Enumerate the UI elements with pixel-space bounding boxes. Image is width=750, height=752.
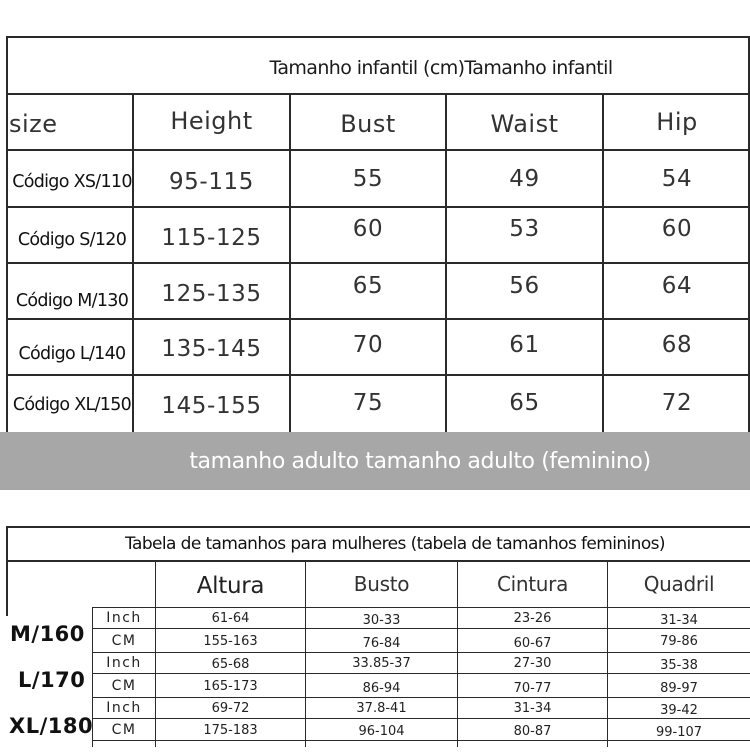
table-cell: 33.85-37 xyxy=(352,655,411,671)
table-cell: 39-42 xyxy=(660,702,698,718)
table-cell: 54 xyxy=(661,166,693,192)
table-cell: 96-104 xyxy=(358,723,405,739)
unit-label: CM xyxy=(111,722,137,738)
table-cell: 80-87 xyxy=(513,723,552,739)
table-cell: 76-84 xyxy=(362,635,401,651)
table-cell: 53 xyxy=(509,216,540,242)
table-cell: 70-77 xyxy=(513,680,552,696)
table-cell: 60-67 xyxy=(513,635,552,651)
table-cell: 72 xyxy=(661,390,693,416)
table-cell: 135-145 xyxy=(161,336,262,362)
header-bust: Bust xyxy=(340,109,396,138)
table-cell: 60 xyxy=(352,216,384,242)
adult-table-title: Tabela de tamanhos para mulheres (tabela de tamanhos femininos) xyxy=(125,534,665,554)
table-cell: 37.8-41 xyxy=(356,700,407,716)
header-altura: Altura xyxy=(196,573,265,599)
header-cintura: Cintura xyxy=(496,572,569,596)
size-code: Código XS/110 xyxy=(12,172,132,192)
table-cell: 145-155 xyxy=(161,393,262,419)
table-cell: 64 xyxy=(661,273,693,299)
table-cell: 89-97 xyxy=(660,680,698,696)
adult-size-table xyxy=(0,490,750,752)
table-cell: 68 xyxy=(661,332,693,358)
table-cell: 115-125 xyxy=(161,225,262,251)
kids-table-title: Tamanho infantil (cm)Tamanho infantil xyxy=(269,57,613,79)
size-code: Código XL/150 xyxy=(12,395,132,415)
table-cell: 165-173 xyxy=(203,678,258,694)
size-code: Código L/140 xyxy=(18,344,126,364)
header-quadril: Quadril xyxy=(643,572,715,596)
table-line xyxy=(6,560,750,562)
table-cell: 61 xyxy=(509,332,540,358)
header-waist: Waist xyxy=(490,109,559,138)
size-label: XL/180 xyxy=(9,714,94,738)
table-cell: 99-107 xyxy=(655,724,703,740)
table-cell: 65 xyxy=(509,390,540,416)
table-cell: 27-30 xyxy=(513,655,552,671)
unit-label: Inch xyxy=(106,700,142,716)
table-cell: 60 xyxy=(661,216,693,242)
table-line xyxy=(6,93,750,95)
table-cell: 56 xyxy=(509,273,540,299)
table-cell: 125-135 xyxy=(161,281,262,307)
table-cell: 70 xyxy=(352,332,384,358)
header-busto: Busto xyxy=(353,572,410,596)
table-cell: 35-38 xyxy=(660,657,698,673)
banner-text: tamanho adulto tamanho adulto (feminino) xyxy=(189,448,651,474)
unit-label: Inch xyxy=(106,610,142,626)
header-hip: Hip xyxy=(656,107,698,136)
table-cell: 23-26 xyxy=(513,610,552,626)
table-cell: 55 xyxy=(352,166,384,192)
table-cell: 69-72 xyxy=(211,700,250,716)
table-cell: 31-34 xyxy=(513,700,552,716)
table-cell: 86-94 xyxy=(362,680,401,696)
size-label: M/160 xyxy=(10,622,85,646)
size-code: Código M/130 xyxy=(15,291,129,311)
table-cell: 49 xyxy=(509,166,540,192)
unit-label: CM xyxy=(111,678,137,694)
table-line xyxy=(6,36,750,38)
table-cell: 155-163 xyxy=(203,633,258,649)
header-size: size xyxy=(9,109,58,138)
kids-size-table xyxy=(6,36,750,432)
table-line xyxy=(6,526,8,616)
table-cell: 61-64 xyxy=(211,610,250,626)
table-cell: 30-33 xyxy=(362,612,401,628)
size-code: Código S/120 xyxy=(17,230,127,250)
size-label: L/170 xyxy=(18,668,86,692)
table-cell: 31-34 xyxy=(660,612,698,628)
unit-label: CM xyxy=(111,633,137,649)
table-cell: 175-183 xyxy=(203,722,258,738)
table-cell: 65-68 xyxy=(211,656,250,672)
adult-size-banner xyxy=(0,432,750,490)
table-cell: 95-115 xyxy=(168,169,255,195)
unit-label: Inch xyxy=(106,655,142,671)
table-cell: 65 xyxy=(352,273,384,299)
header-height: Height xyxy=(170,106,253,135)
table-cell: 79-86 xyxy=(660,633,698,649)
table-cell: 75 xyxy=(352,390,384,416)
